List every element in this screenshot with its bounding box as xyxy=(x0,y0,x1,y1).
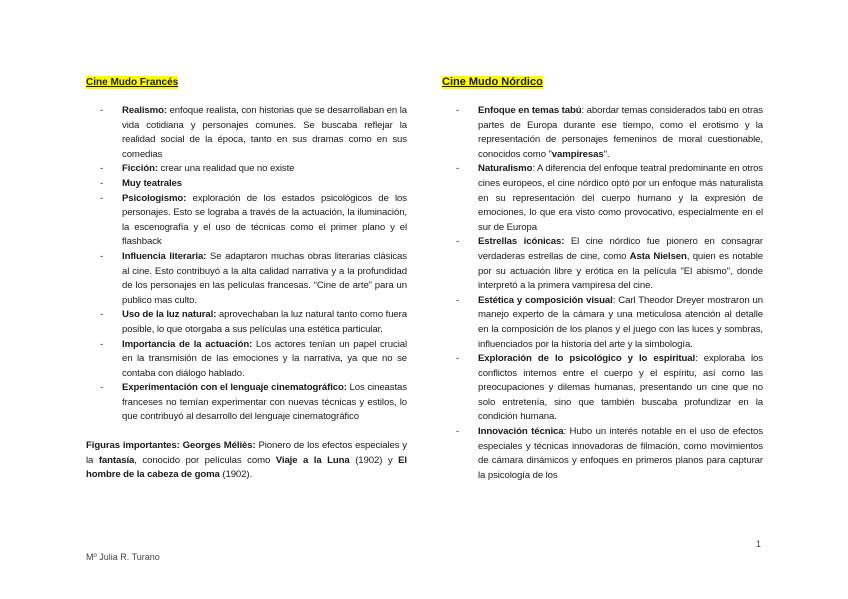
page-number: 1 xyxy=(756,539,762,549)
nordico-list xyxy=(442,104,763,483)
right-column xyxy=(442,72,763,483)
list-item: - Exploración de lo psicológico y lo espiritual: exploraba los conflictos internos entre el cuerpo y el espíritu, así como las preocupaciones y dilemas humanas, presentando un cine que no solo entretenía, sino que también buscaba profundizar en la condición humana. xyxy=(456,353,763,423)
list-item: - Estrellas icónicas: El cine nórdico fue pionero en consagrar verdaderas estrellas de cine, como Asta Nielsen, quien es notable por su actuación libre y erótica en la película "El abismo", donde interpretó a la primera vampiresa del cine. xyxy=(456,236,764,292)
list-item: - Importancia de la actuación: Los actores tenían un papel crucial en la transmisión de las emociones y la narrativa, ya que no se contaba con diálogo hablado. xyxy=(100,338,407,379)
list-item: - Naturalismo: A diferencia del enfoque teatral predominante en otros cines europeos, el cine nórdico optó por un enfoque más naturalista en su representación del cuerpo humano y la expresión de emociones, lo que era visto como provocativo, especialmente en el sur de Europa xyxy=(456,163,763,233)
list-item: - Realismo: enfoque realista, con historias que se desarrollaban en la vida cotidiana y personajes comunes. Se buscaba reflejar la realidad social de la época, tanto en sus dramas como en sus comedias xyxy=(100,105,407,160)
list-item: - Psicologismo: exploración de los estados psicológicos de los personajes. Esto se lograba a través de la actuación, la iluminación, la escenografía y el uso de técnicas como el primer plano y el flashback xyxy=(100,192,407,248)
figuras-importantes-paragraph: Figuras importantes: Georges Méliès: Pionero de los efectos especiales y la fantasía, conocido por películas como Viaje a la Luna (1902) y El hombre de la cabeza de goma (1902). xyxy=(86,440,407,481)
list-item: - Influencia literaria: Se adaptaron muchas obras literarias clásicas al cine. Esto contribuyó a la alta calidad narrativa y a la profundidad de los personajes en las películas francesas. “Cine de arte” para un publico mas culto. xyxy=(100,250,407,306)
list-item: - Estética y composición visual: Carl Theodor Dreyer mostraron un manejo experto de la cámara y una meticulosa atención al detalle en la composición de los planos y el juego con las luces y sombras, influenciados por la historia del arte y la simbología. xyxy=(456,294,763,350)
list-item: - Experimentación con el lenguaje cinematográfico: Los cineastas franceses no temían experimentar con nuevas técnicas y estilos, lo que contribuyó al desarrollo del lenguaje cinematográfico xyxy=(100,382,407,423)
left-column xyxy=(86,72,407,483)
section-title-nordico: Cine Mudo Nórdico xyxy=(442,76,543,88)
frances-list xyxy=(86,104,407,425)
list-item: - Muy teatrales xyxy=(100,177,183,189)
list-item: - Uso de la luz natural: aprovechaban la luz natural tanto como fuera posible, lo que otorgaba a sus películas una estética particular. xyxy=(100,309,407,335)
list-item: - Ficción: crear una realidad que no existe xyxy=(100,163,295,175)
section-title-frances: Cine Mudo Francés xyxy=(86,77,179,88)
list-item: - Enfoque en temas tabú: abordar temas considerados tabú en otras partes de Europa durante ese tiempo, como el erotismo y la representación de personajes femeninos de moral cuestionable, conocidos como "vampiresas". xyxy=(456,105,763,160)
list-item: - Innovación técnica: Hubo un interés notable en el uso de efectos especiales y técnicas innovadoras de filmación, como movimientos de cámara dinámicos y enfoques en primeros planos para capturar la psicología de los xyxy=(456,426,763,481)
footer-author: Mº Julia R. Turano xyxy=(86,552,160,562)
